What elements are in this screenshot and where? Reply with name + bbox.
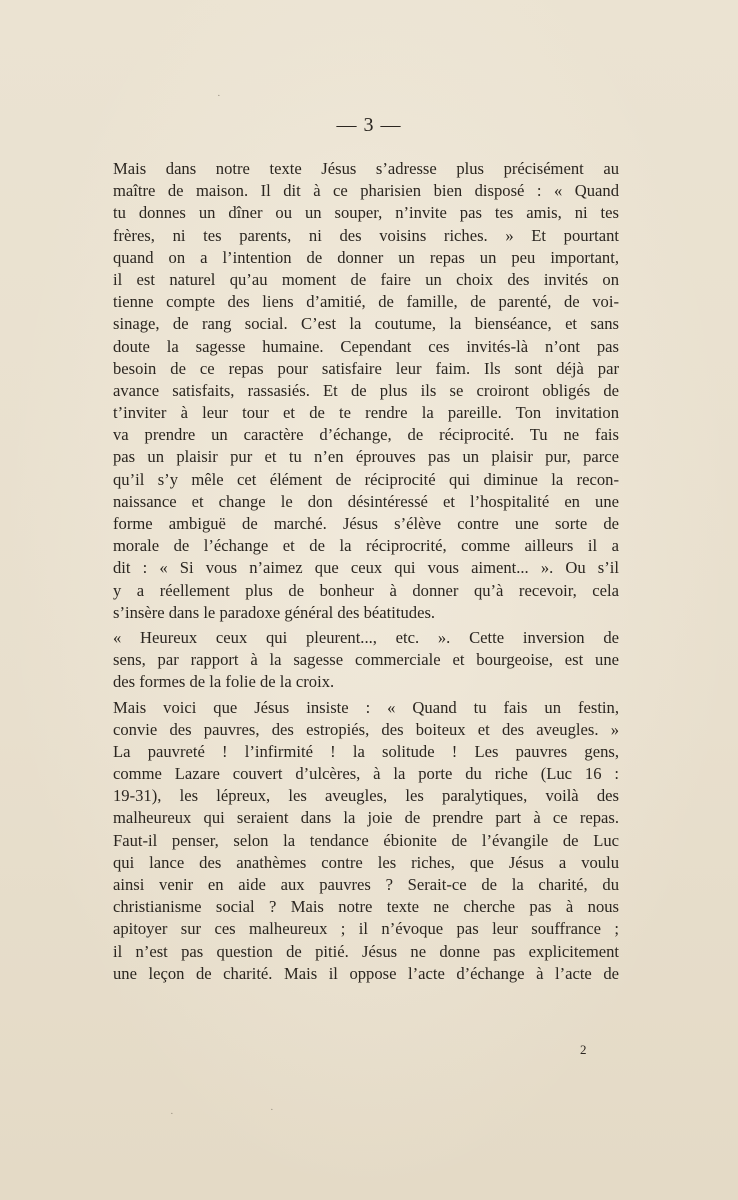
text-line: tienne compte des liens d’amitié, de famille, de parenté, de voi- (113, 292, 619, 312)
text-line: dit : « Si vous n’aimez que ceux qui vous aiment... ». Ou s’il (113, 558, 619, 578)
body-text (113, 158, 619, 985)
text-line: La pauvreté ! l’infirmité ! la solitude ! Les pauvres gens, (113, 741, 619, 761)
text-line: quand on a l’intention de donner un repas un peu important, (113, 247, 619, 267)
text-line: qui lance des anathèmes contre les riches, que Jésus a voulu (113, 852, 619, 872)
paper-speck: · (170, 1108, 174, 1120)
page-number-header: — 3 — (336, 114, 402, 136)
text-line: avance satisfaits, rassasiés. Et de plus ils se croiront obligés de (113, 380, 619, 400)
text-line: forme ambiguë de marché. Jésus s’élève contre une sorte de (113, 514, 619, 533)
paper-speck: · (217, 90, 221, 102)
text-line: une leçon de charité. Mais il oppose l’acte d’échange à l’acte de (113, 963, 619, 983)
text-line: sens, par rapport à la sagesse commerciale et bourgeoise, est une (113, 650, 619, 670)
text-line: morale de l’échange et de la réciprocrité, comme ailleurs il a (113, 536, 619, 556)
text-line: il n’est pas question de pitié. Jésus ne donne pas explicitement (113, 941, 619, 961)
text-line: Faut-il penser, selon la tendance ébionite de l’évangile de Luc (113, 830, 619, 850)
text-line: maître de maison. Il dit à ce pharisien bien disposé : « Quand (113, 181, 619, 201)
text-line: il est naturel qu’au moment de faire un choix des invités on (113, 269, 619, 289)
paper-speck: · (270, 1104, 274, 1116)
text-line: pas un plaisir pur et tu n’en éprouves pas un plaisir pur, parce (113, 447, 619, 467)
text-line: convie des pauvres, des estropiés, des boiteux et des aveugles. » (113, 719, 619, 739)
text-line: apitoyer sur ces malheureux ; il n’évoque pas leur souffrance ; (113, 919, 619, 939)
text-line: y a réellement plus de bonheur à donner qu’à recevoir, cela (113, 580, 619, 600)
text-line: tu donnes un dîner ou un souper, n’invite pas tes amis, ni tes (113, 203, 619, 223)
text-line: des formes de la folie de la croix. (113, 672, 335, 692)
text-line: frères, ni tes parents, ni des voisins riches. » Et pourtant (113, 225, 619, 245)
text-line: besoin de ce repas pour satisfaire leur faim. Ils sont déjà par (113, 358, 619, 378)
text-line: « Heureux ceux qui pleurent..., etc. ». Cette inversion de (113, 627, 619, 647)
text-line: comme Lazare couvert d’ulcères, à la porte du riche (Luc 16 : (113, 764, 619, 784)
text-line: t’inviter à leur tour et de te rendre la pareille. Ton invitation (113, 403, 619, 423)
text-line: s’insère dans le paradoxe général des béatitudes. (113, 602, 436, 622)
text-line: malheureux qui seraient dans la joie de prendre part à ce repas. (113, 808, 619, 828)
text-line: ainsi venir en aide aux pauvres ? Serait-ce de la charité, du (113, 875, 619, 894)
text-line: va prendre un caractère d’échange, de réciprocité. Tu ne fais (113, 425, 619, 445)
signature-mark: 2 (580, 1042, 587, 1057)
text-line: sinage, de rang social. C’est la coutume, la bienséance, et sans (113, 314, 619, 334)
text-line: 19-31), les lépreux, les aveugles, les paralytiques, voilà des (113, 786, 619, 806)
text-line: qu’il s’y mêle cet élément de réciprocité qui diminue la recon- (113, 469, 619, 489)
text-line: naissance et change le don désintéressé et l’hospitalité en une (113, 491, 619, 511)
text-line: Mais voici que Jésus insiste : « Quand tu fais un festin, (113, 697, 619, 717)
text-line: doute la sagesse humaine. Cependant ces invités-là n’ont pas (113, 336, 619, 356)
text-line: Mais dans notre texte Jésus s’adresse plus précisément au (113, 159, 619, 178)
text-line: christianisme social ? Mais notre texte ne cherche pas à nous (113, 897, 619, 917)
